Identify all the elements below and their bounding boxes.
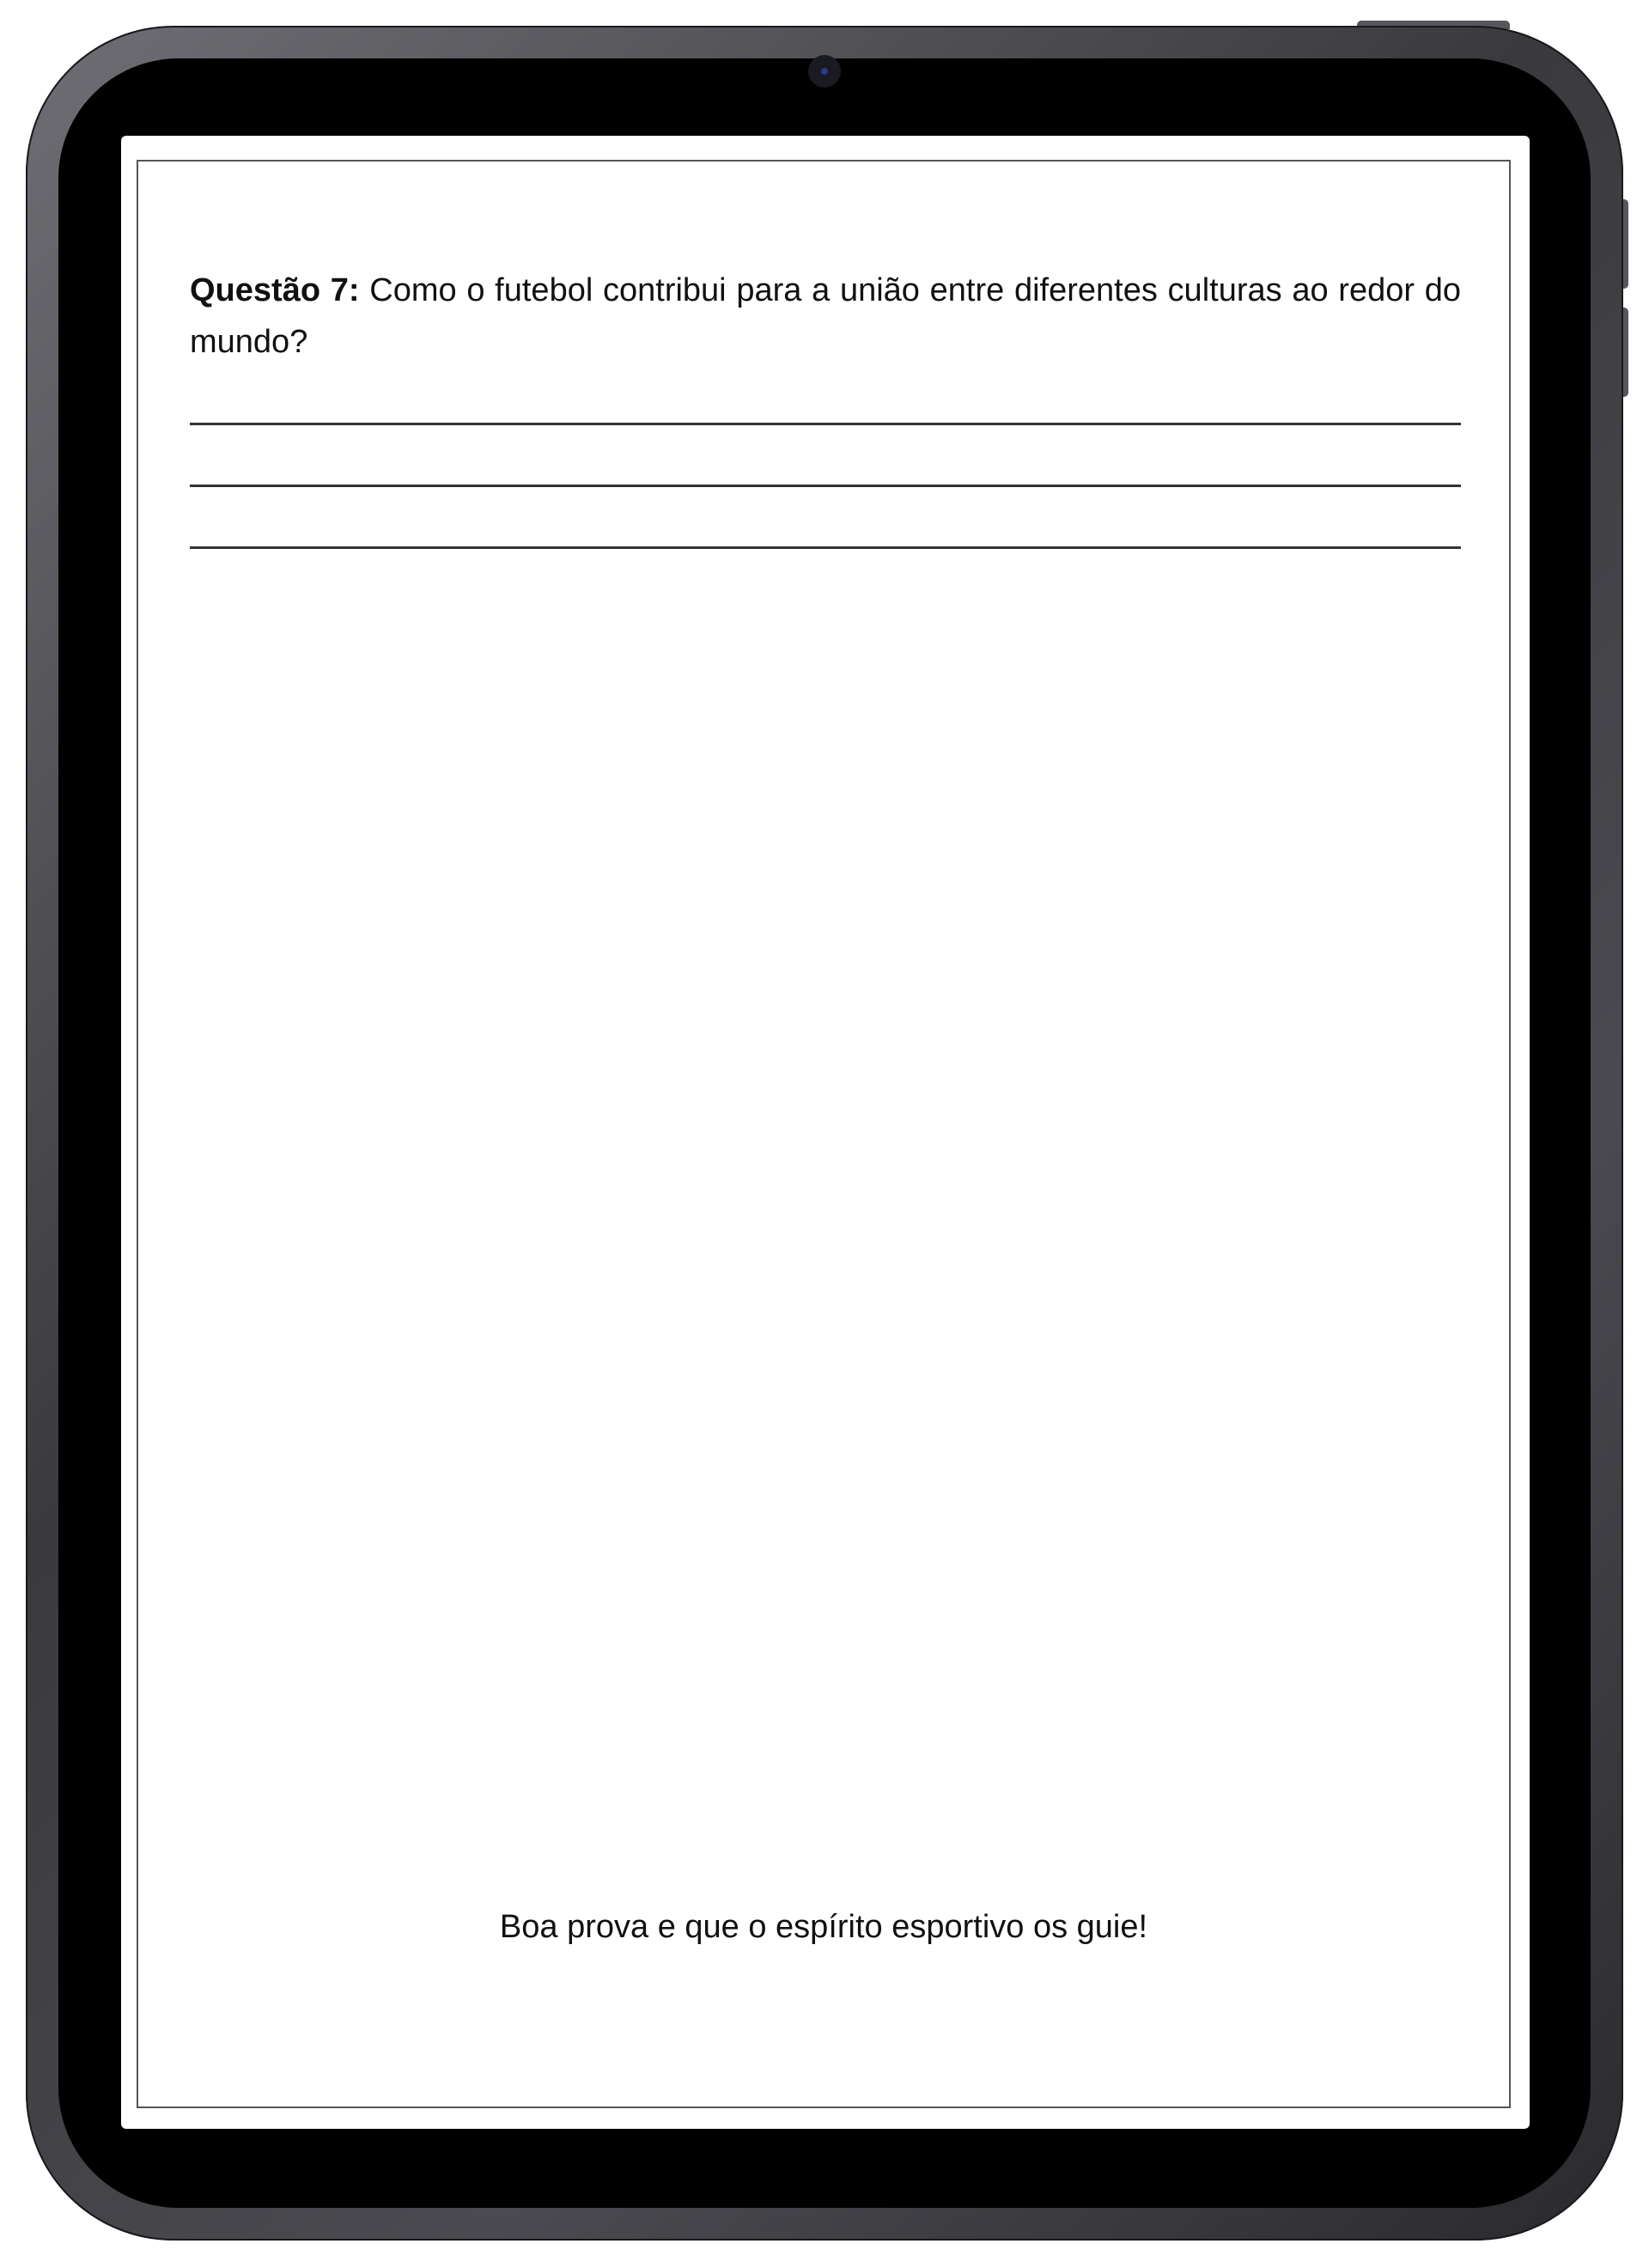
question-label: Questão 7: — [190, 272, 360, 308]
tablet-screen — [121, 136, 1530, 2129]
answer-line-2[interactable] — [190, 485, 1461, 487]
question-text: Como o futebol contribui para a união entre diferentes culturas ao redor do mundo? — [190, 272, 1461, 360]
exam-page — [137, 160, 1511, 2108]
answer-line-3[interactable] — [190, 546, 1461, 549]
question-7 — [190, 265, 1461, 368]
answer-line-1[interactable] — [190, 423, 1461, 425]
closing-message: Boa prova e que o espírito esportivo os guie! — [499, 1909, 1148, 1945]
front-camera-icon — [808, 55, 841, 88]
